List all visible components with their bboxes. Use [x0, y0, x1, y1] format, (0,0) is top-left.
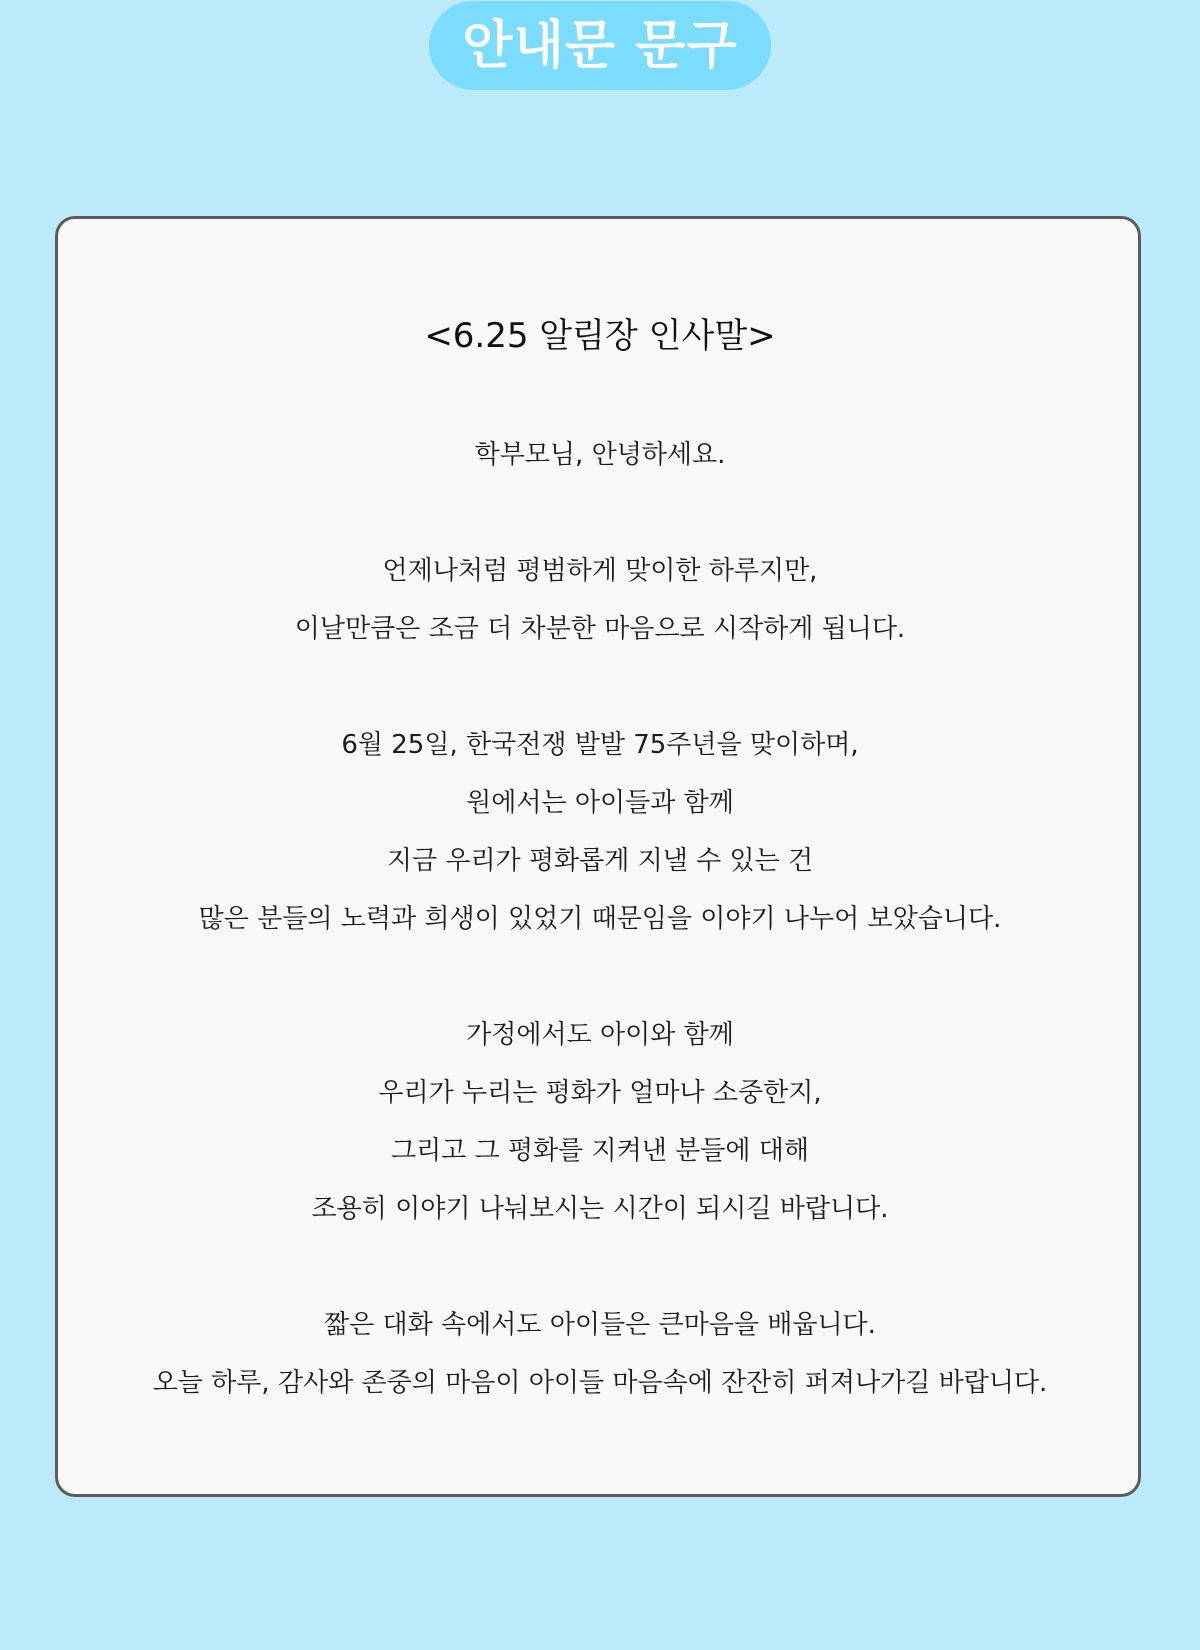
message-line: 짧은 대화 속에서도 아이들은 큰마음을 배웁니다.	[324, 1310, 876, 1340]
message-line: 우리가 누리는 평화가 얼마나 소중한지,	[378, 1078, 822, 1108]
message-line: 학부모님, 안녕하세요.	[474, 440, 726, 470]
message-line: 그리고 그 평화를 지켜낸 분들에 대해	[390, 1136, 810, 1166]
message-line: 많은 분들의 노력과 희생이 있었기 때문임을 이야기 나누어 보았습니다.	[198, 904, 1002, 934]
message-line: 6월 25일, 한국전쟁 발발 75주년을 맞이하며,	[341, 730, 859, 760]
section-header-label: 안내문 문구	[462, 15, 738, 76]
message-line-blank	[0, 658, 1200, 716]
notice-message	[0, 426, 1200, 1412]
section-header-badge	[429, 1, 771, 90]
message-line: 조용히 이야기 나눠보시는 시간이 되시길 바랍니다.	[311, 1194, 889, 1224]
notice-title: <6.25 알림장 인사말>	[424, 316, 776, 356]
message-line-blank	[0, 484, 1200, 542]
message-line-blank	[0, 1238, 1200, 1296]
message-line: 오늘 하루, 감사와 존중의 마음이 아이들 마음속에 잔잔히 퍼져나가길 바랍니다.	[152, 1368, 1048, 1398]
message-line: 원에서는 아이들과 함께	[466, 788, 734, 818]
message-line-blank	[0, 948, 1200, 1006]
message-line: 가정에서도 아이와 함께	[466, 1020, 734, 1050]
message-line: 이날만큼은 조금 더 차분한 마음으로 시작하게 됩니다.	[294, 614, 906, 644]
message-line: 지금 우리가 평화롭게 지낼 수 있는 건	[386, 846, 814, 876]
message-line: 언제나처럼 평범하게 맞이한 하루지만,	[382, 556, 818, 586]
